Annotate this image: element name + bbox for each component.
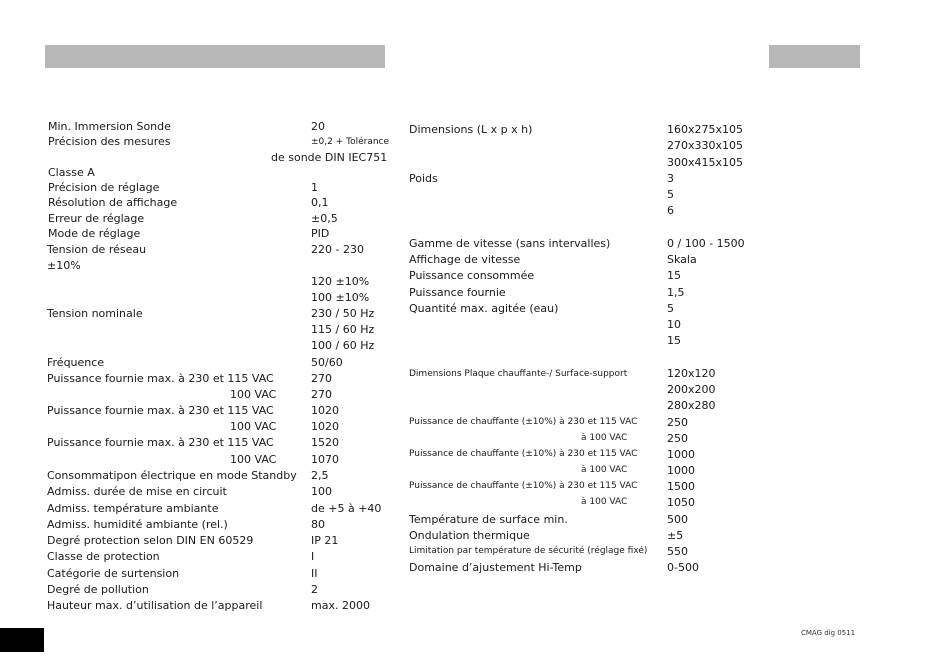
left-label-precision-mesures: Précision des mesures xyxy=(48,135,171,148)
left-value-tension-nominale-1: 230 / 50 Hz xyxy=(311,307,375,320)
left-label-frequence: Fréquence xyxy=(47,356,105,369)
right-label-affichage-vitesse: Affichage de vitesse xyxy=(409,253,521,266)
right-value-dimensions-1: 160x275x105 xyxy=(667,123,744,136)
right-value-temperature-surface: 500 xyxy=(667,513,688,526)
left-label-classe-a: Classe A xyxy=(48,166,95,179)
left-label-puissance-fournie-2: Puissance fournie max. à 230 et 115 VAC xyxy=(47,404,274,417)
right-label-quantite-max: Quantité max. agitée (eau) xyxy=(409,302,559,315)
left-label-categorie-surtension: Catégorie de surtension xyxy=(47,567,180,580)
left-label-temperature-ambiante: Admiss. température ambiante xyxy=(47,502,219,515)
right-value-quantite-1: 5 xyxy=(667,302,674,315)
left-label-min-immersion: Min. Immersion Sonde xyxy=(48,120,171,133)
right-value-ondulation: ±5 xyxy=(667,529,684,542)
left-label-degre-protection: Degré protection selon DIN EN 60529 xyxy=(47,534,254,547)
left-label-100vac-1: 100 VAC xyxy=(230,388,277,401)
right-value-dimensions-3: 300x415x105 xyxy=(667,156,744,169)
left-value-hauteur-max: max. 2000 xyxy=(311,599,370,612)
left-label-tension-nominale: Tension nominale xyxy=(47,307,143,320)
right-label-puissance-chauffante-1: Puissance de chauffante (±10%) à 230 et 115 VAC xyxy=(409,417,638,427)
right-label-temperature-surface: Température de surface min. xyxy=(409,513,568,526)
left-label-humidite-ambiante: Admiss. humidité ambiante (rel.) xyxy=(47,518,228,531)
right-value-dimensions-2: 270x330x105 xyxy=(667,139,744,152)
left-label-degre-pollution: Degré de pollution xyxy=(47,583,149,596)
right-label-dimensions: Dimensions (L x p x h) xyxy=(409,123,533,136)
right-value-poids-3: 6 xyxy=(667,204,674,217)
left-value-precision-mesures: ±0,2 + Tolérance xyxy=(311,137,390,147)
right-value-chauffante-2b: 1000 xyxy=(667,464,695,477)
left-value-mode-reglage: PID xyxy=(311,227,330,240)
left-label-mode-reglage: Mode de réglage xyxy=(48,227,141,240)
right-value-chauffante-1a: 250 xyxy=(667,416,688,429)
right-value-puissance-fournie: 1,5 xyxy=(667,286,685,299)
right-label-dimensions-plaque: Dimensions Plaque chauffante-/ Surface-support xyxy=(409,369,628,379)
right-value-quantite-2: 10 xyxy=(667,318,681,331)
left-value-tension-nominale-3: 100 / 60 Hz xyxy=(311,339,375,352)
right-label-puissance-chauffante-3: Puissance de chauffante (±10%) à 230 et 115 VAC xyxy=(409,481,638,491)
right-value-plaque-1: 120x120 xyxy=(667,367,716,380)
left-value-resolution-affichage: 0,1 xyxy=(311,196,329,209)
left-value-min-immersion: 20 xyxy=(311,120,325,133)
right-value-chauffante-1b: 250 xyxy=(667,432,688,445)
left-value-frequence: 50/60 xyxy=(311,356,343,369)
left-label-puissance-fournie-3: Puissance fournie max. à 230 et 115 VAC xyxy=(47,436,274,449)
right-label-limitation-securite: Limitation par température de sécurité (réglage fixé) xyxy=(409,546,648,556)
left-label-100vac-3: 100 VAC xyxy=(230,453,277,466)
left-value-puissance-3b: 1070 xyxy=(311,453,339,466)
right-label-100vac-2: à 100 VAC xyxy=(581,465,628,475)
left-label-precision-reglage: Précision de réglage xyxy=(48,181,160,194)
left-label-resolution-affichage: Résolution de affichage xyxy=(48,196,178,209)
left-value-puissance-3a: 1520 xyxy=(311,436,339,449)
right-label-100vac-3: à 100 VAC xyxy=(581,497,628,507)
right-value-limitation: 550 xyxy=(667,545,688,558)
page-corner-marker xyxy=(0,628,44,652)
right-label-puissance-chauffante-2: Puissance de chauffante (±10%) à 230 et 115 VAC xyxy=(409,449,638,459)
left-label-100vac-2: 100 VAC xyxy=(230,420,277,433)
left-label-sonde-din: de sonde DIN IEC751 xyxy=(271,151,388,164)
left-value-degre-pollution: 2 xyxy=(311,583,318,596)
left-value-precision-reglage: 1 xyxy=(311,181,318,194)
right-value-puissance-consommee: 15 xyxy=(667,269,681,282)
left-label-puissance-fournie-1: Puissance fournie max. à 230 et 115 VAC xyxy=(47,372,274,385)
right-label-domaine-hitemp: Domaine d’ajustement Hi-Temp xyxy=(409,561,582,574)
left-value-humidite: 80 xyxy=(311,518,325,531)
right-label-100vac-1: à 100 VAC xyxy=(581,433,628,443)
right-label-ondulation: Ondulation thermique xyxy=(409,529,530,542)
left-value-puissance-1b: 270 xyxy=(311,388,332,401)
left-value-erreur-reglage: ±0,5 xyxy=(311,212,338,225)
right-value-domaine-hitemp: 0-500 xyxy=(667,561,699,574)
right-value-poids-1: 3 xyxy=(667,172,674,185)
right-value-plaque-2: 200x200 xyxy=(667,383,716,396)
right-value-gamme-vitesse: 0 / 100 - 1500 xyxy=(667,237,745,250)
footer-code: CMAG dig 0511 xyxy=(801,629,856,637)
left-value-puissance-2a: 1020 xyxy=(311,404,339,417)
left-value-puissance-2b: 1020 xyxy=(311,420,339,433)
left-label-duree-circuit: Admiss. durée de mise en circuit xyxy=(47,485,227,498)
left-value-categorie-surtension: II xyxy=(311,567,318,580)
left-label-hauteur-max: Hauteur max. d’utilisation de l’appareil xyxy=(47,599,263,612)
header-bar-left xyxy=(45,45,385,68)
left-label-erreur-reglage: Erreur de réglage xyxy=(48,212,145,225)
right-value-poids-2: 5 xyxy=(667,188,674,201)
left-label-tolerance-10: ±10% xyxy=(47,259,81,272)
left-value-tension-reseau-2: 120 ±10% xyxy=(311,275,370,288)
right-value-chauffante-3b: 1050 xyxy=(667,496,695,509)
right-value-chauffante-2a: 1000 xyxy=(667,448,695,461)
left-value-temperature-ambiante: de +5 à +40 xyxy=(311,502,382,515)
right-value-plaque-3: 280x280 xyxy=(667,399,716,412)
header-bar-right xyxy=(769,45,860,68)
left-value-degre-protection: IP 21 xyxy=(311,534,339,547)
left-value-standby: 2,5 xyxy=(311,469,329,482)
right-value-quantite-3: 15 xyxy=(667,334,681,347)
right-label-poids: Poids xyxy=(409,172,438,185)
left-label-consommation-standby: Consommatipon électrique en mode Standby xyxy=(47,469,297,482)
left-value-duree-circuit: 100 xyxy=(311,485,332,498)
left-value-tension-reseau-1: 220 - 230 xyxy=(311,243,364,256)
right-label-puissance-consommee: Puissance consommée xyxy=(409,269,535,282)
left-value-classe-protection: I xyxy=(311,550,315,563)
right-value-affichage-vitesse: Skala xyxy=(667,253,697,266)
left-value-tension-nominale-2: 115 / 60 Hz xyxy=(311,323,375,336)
left-value-tension-reseau-3: 100 ±10% xyxy=(311,291,370,304)
right-value-chauffante-3a: 1500 xyxy=(667,480,695,493)
left-label-tension-reseau: Tension de réseau xyxy=(47,243,147,256)
right-label-gamme-vitesse: Gamme de vitesse (sans intervalles) xyxy=(409,237,611,250)
left-value-puissance-1a: 270 xyxy=(311,372,332,385)
right-label-puissance-fournie: Puissance fournie xyxy=(409,286,506,299)
left-label-classe-protection: Classe de protection xyxy=(47,550,160,563)
